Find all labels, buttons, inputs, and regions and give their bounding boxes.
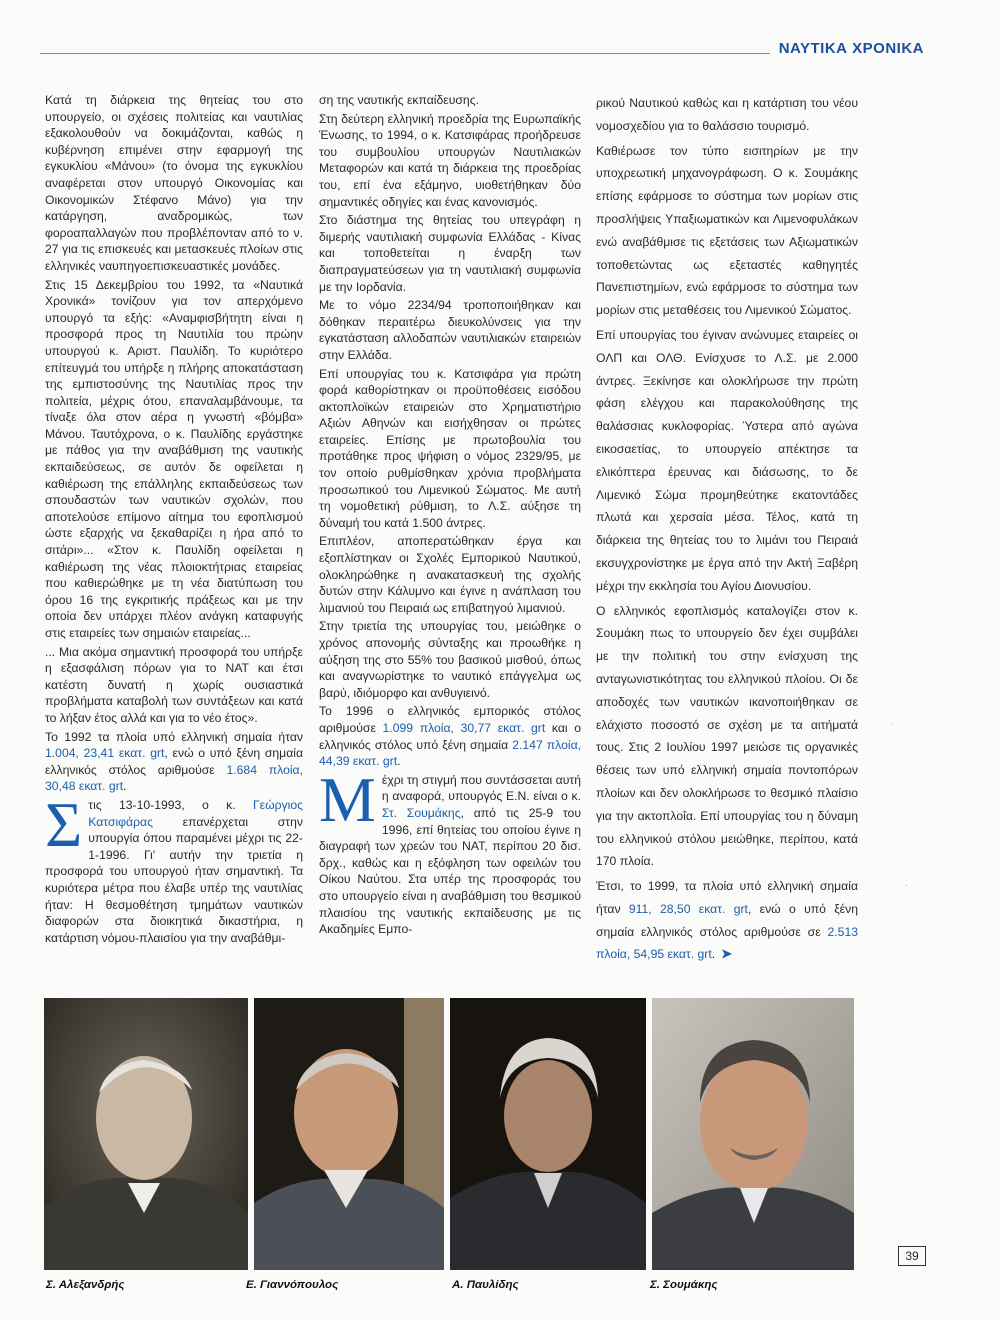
paragraph: Με το νόμο 2234/94 τροποποιήθηκαν και δόθηκαν περαιτέρω διευκολύνσεις για την εγκατάσταση αλλοδαπών ναυτιλιακών εταιρειών στην Ελλάδα.: [319, 298, 581, 362]
highlight-stat: 2.513 πλοία, 54,95 εκατ. grt: [596, 924, 858, 962]
photo-caption: Α. Παυλίδης: [452, 1279, 519, 1291]
text-column-1: [45, 92, 303, 948]
portrait-image: [450, 998, 646, 1270]
paragraph: Επιπλέον, αποπερατώθηκαν έργα και εξοπλίστηκαν οι Σχολές Εμπορικού Ναυτικού, ολοκληρώθηκε η ανακατασκευή της σχολής δυτών στην Κάλυμνο και έγινε η ανάπλαση του λιμανιού του Πειραιά ως επιβατηγού λιμανιού.: [319, 534, 581, 615]
paragraph: [596, 875, 858, 966]
portrait-photo-2: [254, 998, 444, 1270]
highlight-stat: 1.004, 23,41 εκατ. grt: [45, 746, 165, 761]
text-run: και ο ελληνικός στόλος υπό ξένη σημαία: [319, 720, 582, 752]
margin-mark: ·: [905, 880, 908, 890]
margin-mark: ·: [890, 718, 893, 728]
text-run: Το 1992 τα πλοία υπό ελληνική σημαία ήταν: [45, 729, 303, 744]
paragraph: Καθιέρωσε τον τύπο εισιτηρίων με την υποχρεωτική μηχανογράφωση. Ο κ. Σουμάκης επίσης εφάρμοσε το σύστημα των μορίων στις προσλήψεις Υπαξιωματικών και Λιμενοφυλάκων ενώ αναβάθμισε τις εξετάσεις των Αξιωματικών τοποθετώντας ως εξεταστές καθηγητές Πανεπιστημίων, ενώ εφάρμοσε το σύστημα των μορίων στις μεταθέσεις του Λιμενικού Σώματος.: [596, 143, 858, 318]
highlight-stat: 911, 28,50 εκατ. grt: [628, 901, 748, 916]
paragraph: ρικού Ναυτικού καθώς και η κατάρτιση του νέου νομοσχεδίου για το θαλάσσιο τουρισμό.: [596, 96, 858, 133]
text-run: , από τις 25-9 του 1996, επί θητείας του οποίου έγινε η διαγραφή των χρεών του ΝΑΤ, περίπου 20 δισ. δρχ., καθώς και η εξόφληση των οφειλών του Οίκου Ναύτου. Στα υπέρ της προσφοράς του στο υπουργείο είναι η αναβάθμιση του θεσμικού πλαισίου της ναυτικής εκπαίδευσης με τις Ακαδημίες Εμπο-: [319, 805, 581, 937]
highlight-stat: 1.684 πλοία, 30,48 εκατ. grt: [45, 762, 303, 794]
page-number: 39: [898, 1246, 926, 1266]
paragraph: Επί υπουργίας του έγιναν ανώνυμες εταιρείες οι ΟΛΠ και ΟΛΘ. Ενίσχυσε το Λ.Σ. με 2.000 άντρες. Ξεκίνησε και ολοκλήρωσε την πρώτη φάση ελέγχου και παρακολούθησης της θαλάσσιας κυκλοφορίας. Ύστερα από αγώνα εικοσαετίας, το υπουργείο απέκτησε τα ελικόπτερα έρευνας και διάσωσης, το δε Λιμενικό Σώμα προμηθεύτηκε εκατοντάδες πλωτά και χερσαία μέσα. Τέλος, κατά τη διάρκεια της θητείας του το λιμάνι του Πειραιά εκσυγχρονίστηκε με έργα από την Ακτή Ξαβέρη μέχρι την εκκλησία του Αγίου Διονυσίου.: [596, 327, 858, 593]
highlight-stat: 1.099 πλοία, 30,77 εκατ. grt: [382, 720, 546, 735]
portrait-photo-4: [652, 998, 854, 1270]
text-column-3: [596, 92, 858, 968]
photo-caption: Σ. Σουμάκης: [650, 1279, 718, 1291]
text-run: .: [123, 779, 127, 794]
continue-arrow-icon: ➤: [721, 946, 733, 962]
text-run: .: [397, 754, 401, 769]
photo-caption: Ε. Γιαννόπουλος: [246, 1279, 339, 1291]
text-run: επανέρχεται στην υπουργία όπου παραμένει μέχρι τις 22-1-1996. Γι' αυτήν την τριετία η προσφορά του υπουργού ήταν σημαντική. Τα κυριότερα μέτρα που έλαβε υπέρ της ναυτιλίας ήταν: Η θεσμοθέτηση τμημάτων ναυτικών διαφορών στα διοικητικά δικαστήρια, η κατάρτιση νόμου-πλαισίου για την αναβάθμι-: [45, 814, 303, 945]
portrait-image: [652, 998, 854, 1270]
paragraph: [319, 703, 581, 769]
paragraph: Στη δεύτερη ελληνική προεδρία της Ευρωπαϊκής Ένωσης, το 1994, ο κ. Κατσιφάρας προήδρευσε του συμβουλίου υπουργών Ναυτιλιακών Μεταφορών και κατά τη διάρκεια της προεδρίας του, επί ένα εξάμηνο, υιοθετήθηκαν δύο σημαντικές οδηγίες και ένας κανονισμός.: [319, 111, 581, 209]
text-run: έχρι τη στιγμή που συντάσσεται αυτή η αναφορά, υπουργός Ε.Ν. είναι ο κ.: [381, 772, 581, 804]
text-run: Το 1996 ο ελληνικός εμπορικός στόλος αριθμούσε: [319, 704, 581, 735]
paragraph: Ο ελληνικός εφοπλισμός καταλογίζει στον κ. Σουμάκη πως το υπουργείο δεν έχει συμβάλει με την πολιτική του στην ενίσχυση της ανταγωνιστικότητας του ελληνικού πλοίου. Οι δε αποδοχές των ναυτικών ικανοποιήθηκαν σε ελάχιστο ποσοστό σε σχέση με τα αιτήματά τους. Στις 2 Ιουλίου 1997 μειώσε τις οργανικές θέσεις των υπό ελληνική σημαία ποντοπόρων πλοίων και δεν ολοκλήρωσε το θεσμικό πλαίσιο για την ακτοπλοΐα. Επί υπουργίας του η δύναμη του ελληνικού στόλου μειώθηκε, περίπου, κατά 170 πλοία.: [596, 603, 858, 869]
text-run: , ενώ ο υπό ξένη σημαία ελληνικός στόλος αριθμούσε: [45, 746, 304, 777]
text-run: .: [711, 947, 716, 962]
highlight-name: Γεώργιος Κατσιφάρας: [88, 797, 303, 829]
paragraph: Κατά τη διάρκεια της θητείας του στο υπουργείο, οι σχέσεις πολιτείας και ναυτιλίας εξακολουθούν να δοκιμάζονται, καθώς η κυβέρνηση επιμένει στην εφαρμογή της εγκυκλίου «Μάνου» (το όνομα της εγκυκλίου αναφέρεται στον υπουργό Οικονομίας και Οικονομικών Στέφανο Μάνο) για την κατάργηση, αναδρομικώς, των φοροαπαλλαγών που προβλέπονταν από το ν. 27 για τις επισκευές και μετασκευές πλοίων στις ελληνικές ναυπηγοεπισκευαστικές μονάδες.: [45, 93, 303, 273]
paragraph: Στις 15 Δεκεμβρίου του 1992, τα «Ναυτικά Χρονικά» τονίζουν για τον απερχόμενο υπουργό τα εξής: «Αναμφισβήτητη είναι η προσφορά προς τη Ναυτιλία του πρώην υπουργού κ. Αριστ. Παυλίδη. Το κυριότερο επίτευγμά του υπήρξε η πλήρης αποκατάσταση της εμπιστοσύνης της Ναυτιλίας προς την πολιτεία, μέχρις ότου, επαναλαμβάνουμε, τα τίναξε όλα στον αέρα η γνωστή «βόμβα» Μάνου. Ταυτόχρονα, ο κ. Παυλίδης εργάστηκε με πάθος για την αναβάθμιση της ναυτικής εκπαιδεύσεως, σε αυτόν δε οφείλεται η καθιέρωση της επάλληλης εκπαιδεύσεως των σπουδαστών των ναυτικών σχολών, που αποτελούσε επίμονο αίτημα του εφοπλισμού ώστε εξαρχής να ξεκαθαρίζει η ήρα από το σιτάρι»... «Στον κ. Παυλίδη οφείλεται η καθιέρωση της νέας πλοιοκτήτριας εταιρείας που καθιερώθηκε με τη νέα διατύπωση του όρου 16 της εγκριτικής πράξεως και με την οποία δεν υπάρχει πλέον ανάγκη καταφυγής στις εταιρείες των σημαιών εταιρείας...: [45, 277, 303, 640]
portrait-photo-3: [450, 998, 646, 1270]
portrait-image: [254, 998, 444, 1270]
paragraph: Στην τριετία της υπουργίας του, μειώθηκε ο χρόνος απονομής σύνταξης και προωθήκε η αύξηση της στο 55% του βασικού μισθού, όπως και αναγνωρίστηκε το ναυτικό επάγγελμα ως βαρύ, ιδιόμορφο και ανθυγιεινό.: [319, 619, 581, 700]
text-run: τις 13-10-1993, ο κ.: [88, 797, 253, 812]
section-title: ΝΑΥΤΙΚΑ ΧΡΟΝΙΚΑ: [778, 40, 924, 57]
text-run: , ενώ ο υπό ξένη σημαία ελληνικός στόλος αριθμούσε σε: [596, 901, 858, 939]
portrait-image: [44, 998, 248, 1270]
header-rule: [40, 53, 770, 54]
text-run: Έτσι, το 1999, τα πλοία υπό ελληνική σημαία ήταν: [596, 879, 858, 916]
paragraph: [45, 788, 303, 946]
portrait-photo-1: [44, 998, 248, 1270]
paragraph: [319, 763, 581, 938]
drop-cap: Μ: [319, 763, 376, 835]
paragraph: [45, 729, 303, 795]
text-column-2: [319, 92, 581, 940]
photo-caption: Σ. Αλεξανδρής: [46, 1279, 125, 1291]
highlight-stat: 2.147 πλοία, 44,39 εκατ. grt: [319, 737, 582, 769]
paragraph: ... Μια ακόμα σημαντική προσφορά του υπήρξε η εξασφάλιση πόρων για το ΝΑΤ και έτσι κατέστη δυνατή η χωρίς ουσιαστικά προβλήματα καταβολή των συντάξεων και κατά το λήξαν έτος αλλά και για το νέο έτος».: [45, 644, 303, 725]
drop-cap: Σ: [45, 788, 83, 860]
portrait-strip: [44, 998, 854, 1270]
highlight-name: Στ. Σουμάκης: [381, 805, 461, 820]
paragraph: Στο διάστημα της θητείας του υπεγράφη η διμερής ναυτιλιακή συμφωνία Ελλάδας - Κίνας και τοποθετείται η έναρξη των διαπραγματεύσεων για τη ναυτιλιακή συμφωνία με την Ιορδανία.: [319, 213, 581, 294]
paragraph: Επί υπουργίας του κ. Κατσιφάρα για πρώτη φορά καθορίστηκαν οι προϋποθέσεις εισόδου ακτοπλοϊκών εταιρειών στο Χρηματιστήριο Αξιών Αθηνών και εισήχθησαν οι πρώτες εταιρείες. Επίσης με πρωτοβουλία του προτάθηκε προς ψήφιση ο νόμος 2329/95, με τον οποίο ρυθμίσθηκαν χρόνια προβλήματα προσωπικού του Λιμενικού Σώματος. Με αυτή τη νομοθετική ρύθμιση, το Λ.Σ. αύξησε τη δύναμή του κατά 1.500 άντρες.: [319, 366, 581, 530]
paragraph: ση της ναυτικής εκπαίδευσης.: [319, 93, 479, 107]
